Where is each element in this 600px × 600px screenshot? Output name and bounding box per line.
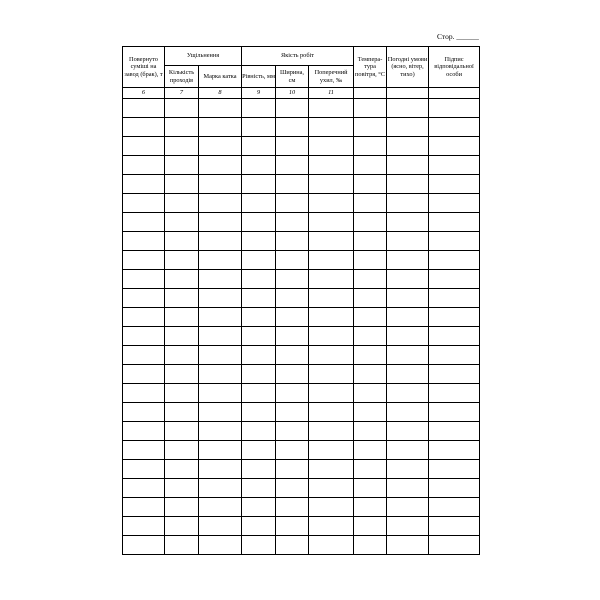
table-cell[interactable] [429, 232, 480, 251]
table-cell[interactable] [429, 346, 480, 365]
table-row [123, 498, 480, 517]
table-cell[interactable] [276, 156, 309, 175]
table-cell[interactable] [309, 251, 354, 270]
table-cell[interactable] [242, 118, 276, 137]
table-cell[interactable] [309, 175, 354, 194]
table-cell[interactable] [429, 194, 480, 213]
table-cell[interactable] [354, 346, 387, 365]
table-cell[interactable] [165, 517, 199, 536]
header-weather: Погодні умови (ясно, вітер, тихо) [387, 47, 429, 88]
table-row [123, 232, 480, 251]
table-cell[interactable] [165, 175, 199, 194]
table-cell[interactable] [123, 346, 165, 365]
column-number [387, 88, 429, 99]
table-cell[interactable] [276, 175, 309, 194]
table-cell[interactable] [387, 517, 429, 536]
table-cell[interactable] [199, 99, 242, 118]
table-cell[interactable] [242, 403, 276, 422]
table-cell[interactable] [354, 175, 387, 194]
table-cell[interactable] [165, 498, 199, 517]
table-cell[interactable] [309, 365, 354, 384]
table-cell[interactable] [354, 251, 387, 270]
table-cell[interactable] [309, 460, 354, 479]
table-cell[interactable] [387, 251, 429, 270]
table-cell[interactable] [199, 232, 242, 251]
table-cell[interactable] [242, 441, 276, 460]
table-cell[interactable] [276, 365, 309, 384]
page-number-label: Стор. ______ [437, 32, 479, 41]
table-cell[interactable] [354, 384, 387, 403]
table-cell[interactable] [242, 517, 276, 536]
table-cell[interactable] [242, 536, 276, 555]
table-cell[interactable] [199, 403, 242, 422]
column-number: 11 [309, 88, 354, 99]
table-cell[interactable] [387, 232, 429, 251]
table-cell[interactable] [242, 346, 276, 365]
table-cell[interactable] [429, 498, 480, 517]
table-cell[interactable] [429, 118, 480, 137]
table-cell[interactable] [309, 403, 354, 422]
table-cell[interactable] [429, 365, 480, 384]
table-cell[interactable] [309, 194, 354, 213]
table-cell[interactable] [276, 441, 309, 460]
table-row [123, 99, 480, 118]
table-row [123, 118, 480, 137]
table-cell[interactable] [165, 213, 199, 232]
table-cell[interactable] [309, 384, 354, 403]
table-cell[interactable] [354, 118, 387, 137]
header-air-temperature: Температура повітря, °С [354, 47, 387, 88]
table-row [123, 175, 480, 194]
table-cell[interactable] [242, 308, 276, 327]
table-cell[interactable] [429, 156, 480, 175]
table-cell[interactable] [276, 137, 309, 156]
table-cell[interactable] [165, 99, 199, 118]
table-cell[interactable] [165, 251, 199, 270]
table-cell[interactable] [242, 460, 276, 479]
table-cell[interactable] [199, 536, 242, 555]
table-cell[interactable] [276, 517, 309, 536]
table-cell[interactable] [123, 365, 165, 384]
column-number: 9 [242, 88, 276, 99]
table-cell[interactable] [165, 137, 199, 156]
table-cell[interactable] [165, 232, 199, 251]
table-cell[interactable] [354, 270, 387, 289]
table-row [123, 365, 480, 384]
table-row [123, 460, 480, 479]
table-cell[interactable] [165, 460, 199, 479]
table-cell[interactable] [123, 479, 165, 498]
table-cell[interactable] [309, 422, 354, 441]
table-cell[interactable] [387, 441, 429, 460]
table-cell[interactable] [309, 536, 354, 555]
table-cell[interactable] [429, 536, 480, 555]
table-cell[interactable] [165, 403, 199, 422]
table-row [123, 251, 480, 270]
table-cell[interactable] [165, 479, 199, 498]
table-cell[interactable] [309, 232, 354, 251]
table-cell[interactable] [123, 498, 165, 517]
table-cell[interactable] [276, 270, 309, 289]
table-cell[interactable] [199, 327, 242, 346]
table-row [123, 289, 480, 308]
table-cell[interactable] [242, 232, 276, 251]
table-cell[interactable] [354, 232, 387, 251]
table-cell[interactable] [165, 156, 199, 175]
table-cell[interactable] [199, 308, 242, 327]
table-cell[interactable] [387, 194, 429, 213]
table-cell[interactable] [242, 365, 276, 384]
table-cell[interactable] [199, 479, 242, 498]
table-cell[interactable] [276, 99, 309, 118]
table-row [123, 441, 480, 460]
table-cell[interactable] [123, 422, 165, 441]
table-cell[interactable] [309, 517, 354, 536]
table-cell[interactable] [309, 99, 354, 118]
table-cell[interactable] [354, 403, 387, 422]
table-cell[interactable] [199, 517, 242, 536]
table-cell[interactable] [242, 270, 276, 289]
table-cell[interactable] [387, 384, 429, 403]
table-cell[interactable] [429, 327, 480, 346]
table-cell[interactable] [199, 156, 242, 175]
table-cell[interactable] [354, 308, 387, 327]
header-work-quality: Якість робіт [242, 47, 354, 66]
table-cell[interactable] [429, 251, 480, 270]
table-cell[interactable] [242, 289, 276, 308]
table-cell[interactable] [242, 213, 276, 232]
table-cell[interactable] [354, 289, 387, 308]
table-row [123, 194, 480, 213]
table-cell[interactable] [199, 289, 242, 308]
table-cell[interactable] [429, 441, 480, 460]
table-cell[interactable] [309, 346, 354, 365]
table-row [123, 422, 480, 441]
table-cell[interactable] [123, 213, 165, 232]
table-cell[interactable] [429, 175, 480, 194]
table-cell[interactable] [165, 441, 199, 460]
table-cell[interactable] [276, 232, 309, 251]
table-cell[interactable] [429, 479, 480, 498]
table-cell[interactable] [309, 327, 354, 346]
table-cell[interactable] [165, 536, 199, 555]
table-cell[interactable] [429, 517, 480, 536]
table-cell[interactable] [165, 327, 199, 346]
table-cell[interactable] [276, 460, 309, 479]
column-number [429, 88, 480, 99]
table-cell[interactable] [429, 460, 480, 479]
column-number [354, 88, 387, 99]
table-cell[interactable] [123, 118, 165, 137]
table-cell[interactable] [387, 289, 429, 308]
table-cell[interactable] [242, 156, 276, 175]
table-cell[interactable] [309, 479, 354, 498]
table-cell[interactable] [429, 137, 480, 156]
table-cell[interactable] [276, 422, 309, 441]
table-cell[interactable] [123, 99, 165, 118]
table-cell[interactable] [429, 384, 480, 403]
table-row [123, 327, 480, 346]
table-cell[interactable] [276, 308, 309, 327]
table-cell[interactable] [199, 346, 242, 365]
table-cell[interactable] [429, 213, 480, 232]
table-cell[interactable] [354, 99, 387, 118]
table-cell[interactable] [354, 213, 387, 232]
table-cell[interactable] [429, 99, 480, 118]
table-cell[interactable] [123, 156, 165, 175]
table-cell[interactable] [387, 403, 429, 422]
table-cell[interactable] [199, 194, 242, 213]
table-cell[interactable] [387, 137, 429, 156]
table-row [123, 346, 480, 365]
table-cell[interactable] [123, 517, 165, 536]
table-cell[interactable] [199, 441, 242, 460]
table-cell[interactable] [387, 346, 429, 365]
table-cell[interactable] [123, 270, 165, 289]
table-cell[interactable] [123, 536, 165, 555]
table-cell[interactable] [276, 194, 309, 213]
table-cell[interactable] [242, 422, 276, 441]
table-cell[interactable] [276, 479, 309, 498]
table-row [123, 270, 480, 289]
table-cell[interactable] [387, 536, 429, 555]
table-cell[interactable] [309, 498, 354, 517]
table-cell[interactable] [199, 270, 242, 289]
table-cell[interactable] [387, 460, 429, 479]
table-cell[interactable] [123, 289, 165, 308]
table-cell[interactable] [387, 175, 429, 194]
table-cell[interactable] [123, 232, 165, 251]
table-cell[interactable] [123, 403, 165, 422]
table-cell[interactable] [165, 289, 199, 308]
table-cell[interactable] [354, 441, 387, 460]
table-cell[interactable] [242, 99, 276, 118]
table-cell[interactable] [276, 213, 309, 232]
table-cell[interactable] [309, 289, 354, 308]
table-cell[interactable] [429, 403, 480, 422]
table-cell[interactable] [276, 346, 309, 365]
table-cell[interactable] [354, 460, 387, 479]
table-cell[interactable] [123, 175, 165, 194]
column-number: 6 [123, 88, 165, 99]
table-row [123, 308, 480, 327]
column-number: 8 [199, 88, 242, 99]
table-cell[interactable] [387, 308, 429, 327]
table-cell[interactable] [387, 156, 429, 175]
table-cell[interactable] [165, 194, 199, 213]
table-cell[interactable] [123, 327, 165, 346]
table-cell[interactable] [242, 327, 276, 346]
table-cell[interactable] [165, 365, 199, 384]
table-cell[interactable] [165, 422, 199, 441]
table-cell[interactable] [165, 118, 199, 137]
table-cell[interactable] [199, 460, 242, 479]
table-cell[interactable] [387, 213, 429, 232]
table-cell[interactable] [276, 384, 309, 403]
header-width: Ширина, см [276, 66, 309, 88]
header-signature: Підпис відповідальної особи [429, 47, 480, 88]
table-cell[interactable] [354, 194, 387, 213]
table-cell[interactable] [199, 118, 242, 137]
column-number: 7 [165, 88, 199, 99]
table-cell[interactable] [429, 422, 480, 441]
table-cell[interactable] [242, 137, 276, 156]
table-cell[interactable] [387, 479, 429, 498]
table-cell[interactable] [199, 384, 242, 403]
table-cell[interactable] [199, 422, 242, 441]
table-cell[interactable] [387, 498, 429, 517]
table-cell[interactable] [354, 156, 387, 175]
table-cell[interactable] [242, 498, 276, 517]
table-cell[interactable] [199, 213, 242, 232]
table-cell[interactable] [354, 422, 387, 441]
table-cell[interactable] [387, 118, 429, 137]
table-cell[interactable] [242, 384, 276, 403]
table-cell[interactable] [242, 479, 276, 498]
table-cell[interactable] [276, 536, 309, 555]
header-returned-mix: Повернуто суміші на завод (брак), т [123, 47, 165, 88]
table-row [123, 213, 480, 232]
table-cell[interactable] [387, 327, 429, 346]
table-cell[interactable] [387, 422, 429, 441]
table-cell[interactable] [199, 251, 242, 270]
table-cell[interactable] [123, 441, 165, 460]
header-compaction: Ущільнення [165, 47, 242, 66]
table-cell[interactable] [123, 460, 165, 479]
table-cell[interactable] [123, 251, 165, 270]
table-cell[interactable] [429, 289, 480, 308]
column-number: 10 [276, 88, 309, 99]
table-cell[interactable] [354, 536, 387, 555]
header-passes: Кількість проходів [165, 66, 199, 88]
table-cell[interactable] [123, 384, 165, 403]
table-cell[interactable] [165, 270, 199, 289]
header-cross-slope: Поперечний ухил, ‰ [309, 66, 354, 88]
table-cell[interactable] [199, 175, 242, 194]
table-row [123, 384, 480, 403]
column-number-row [123, 88, 480, 99]
table-cell[interactable] [309, 156, 354, 175]
table-cell[interactable] [165, 384, 199, 403]
header-evenness: Рівність, мм [242, 66, 276, 88]
table-cell[interactable] [199, 498, 242, 517]
table-row [123, 536, 480, 555]
table-cell[interactable] [242, 251, 276, 270]
table-cell[interactable] [276, 251, 309, 270]
table-cell[interactable] [387, 99, 429, 118]
table-cell[interactable] [387, 365, 429, 384]
table-cell[interactable] [165, 308, 199, 327]
table-cell[interactable] [354, 365, 387, 384]
table-cell[interactable] [354, 137, 387, 156]
table-cell[interactable] [276, 498, 309, 517]
table-cell[interactable] [242, 194, 276, 213]
log-table [122, 46, 480, 555]
table-cell[interactable] [199, 137, 242, 156]
table-cell[interactable] [276, 289, 309, 308]
table-cell[interactable] [354, 479, 387, 498]
table-cell[interactable] [429, 270, 480, 289]
table-cell[interactable] [309, 213, 354, 232]
table-cell[interactable] [165, 346, 199, 365]
table-body [123, 99, 480, 555]
header-roller-brand: Марка катка [199, 66, 242, 88]
table-cell[interactable] [309, 118, 354, 137]
table-row [123, 403, 480, 422]
table-cell[interactable] [276, 118, 309, 137]
table-cell[interactable] [242, 175, 276, 194]
table-row [123, 137, 480, 156]
table-row [123, 479, 480, 498]
table-cell[interactable] [199, 365, 242, 384]
table-cell[interactable] [309, 137, 354, 156]
table-row [123, 517, 480, 536]
table-cell[interactable] [354, 517, 387, 536]
table-cell[interactable] [354, 327, 387, 346]
table-cell[interactable] [309, 270, 354, 289]
table-cell[interactable] [123, 194, 165, 213]
table-cell[interactable] [276, 327, 309, 346]
table-cell[interactable] [123, 308, 165, 327]
table-cell[interactable] [123, 137, 165, 156]
table-row [123, 156, 480, 175]
table-cell[interactable] [276, 403, 309, 422]
table-cell[interactable] [309, 441, 354, 460]
table-cell[interactable] [309, 308, 354, 327]
table-cell[interactable] [429, 308, 480, 327]
table-cell[interactable] [387, 270, 429, 289]
table-cell[interactable] [354, 498, 387, 517]
